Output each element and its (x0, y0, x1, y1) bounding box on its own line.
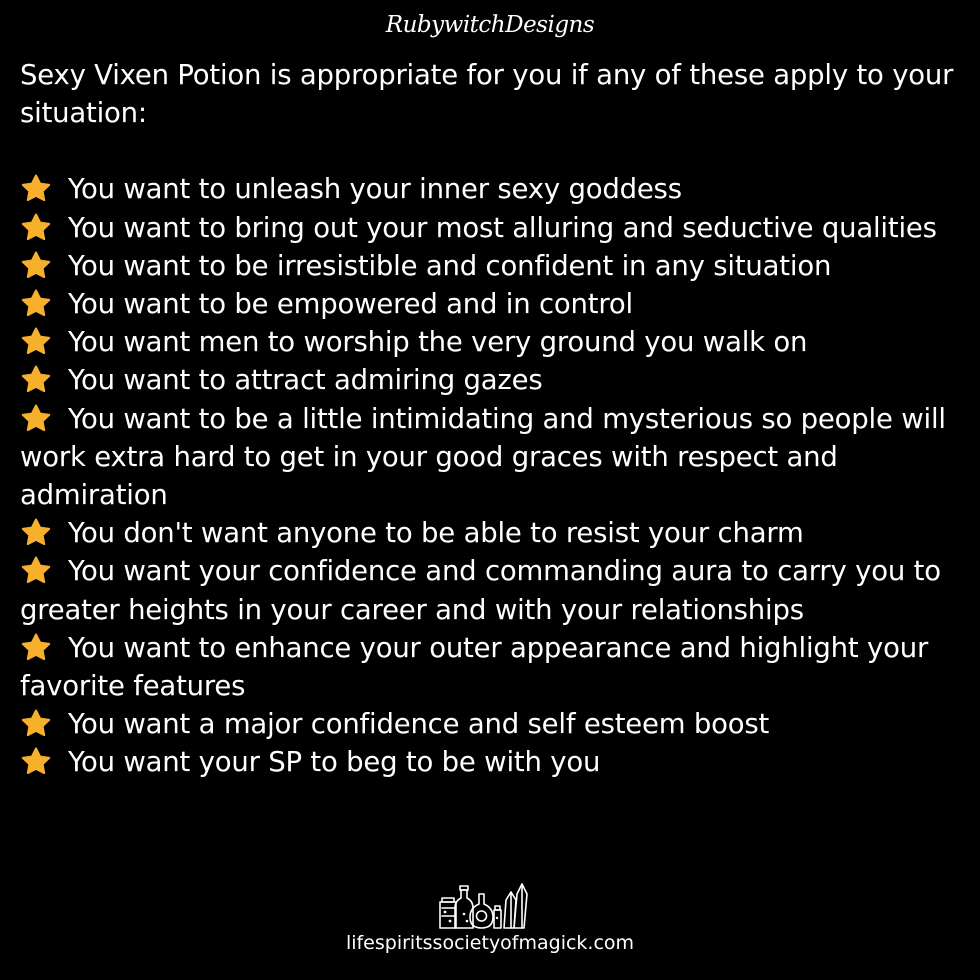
star-icon (20, 251, 52, 278)
list-item-text: You want to attract admiring gazes (68, 364, 543, 397)
list-item-text: You want to unleash your inner sexy goddess (68, 173, 682, 206)
list-item (20, 361, 965, 399)
list-item-text: You want to be irresistible and confident in any situation (68, 249, 832, 282)
list-item (20, 400, 965, 515)
list-item (20, 705, 965, 743)
list-item-text: You want your confidence and commanding aura to carry you to greater heights in your career and with your relationships (20, 555, 941, 626)
list-item (20, 247, 965, 285)
star-icon (20, 633, 52, 660)
intro-text: Sexy Vixen Potion is appropriate for you if any of these apply to your situation: (20, 59, 954, 130)
list-item-text: You want to enhance your outer appearance and highlight your favorite features (20, 631, 929, 703)
main-content (20, 56, 965, 782)
list-item (20, 285, 965, 323)
star-icon (20, 327, 52, 354)
list-item (20, 629, 965, 705)
list-item-text: You want men to worship the very ground you walk on (68, 326, 808, 359)
website-url: lifespiritssocietyofmagick.com (345, 932, 635, 954)
list-item (20, 552, 965, 628)
star-icon (20, 709, 52, 736)
star-icon (20, 174, 52, 201)
list-item (20, 743, 965, 781)
list-item-text: You don't want anyone to be able to resist your charm (68, 517, 804, 550)
list-item (20, 514, 965, 552)
star-icon (20, 747, 52, 774)
star-icon (20, 518, 52, 545)
benefit-list (20, 170, 965, 781)
star-icon (20, 404, 52, 431)
list-item (20, 209, 965, 247)
list-item-text: You want to bring out your most alluring and seductive qualities (68, 211, 937, 244)
star-icon (20, 365, 52, 392)
brand-title: RubywitchDesigns (385, 12, 595, 38)
star-icon (20, 556, 52, 583)
list-item-text: You want to be a little intimidating and mysterious so people will work extra hard to get in your good graces with respect and admiration (20, 402, 946, 512)
list-item (20, 323, 965, 361)
star-icon (20, 213, 52, 240)
potion-bottles-crystals-icon (434, 872, 530, 934)
list-item-text: You want your SP to beg to be with you (68, 746, 601, 779)
star-icon (20, 289, 52, 316)
list-item-text: You want to be empowered and in control (68, 288, 633, 321)
list-item-text: You want a major confidence and self esteem boost (68, 708, 770, 741)
list-item (20, 170, 965, 208)
